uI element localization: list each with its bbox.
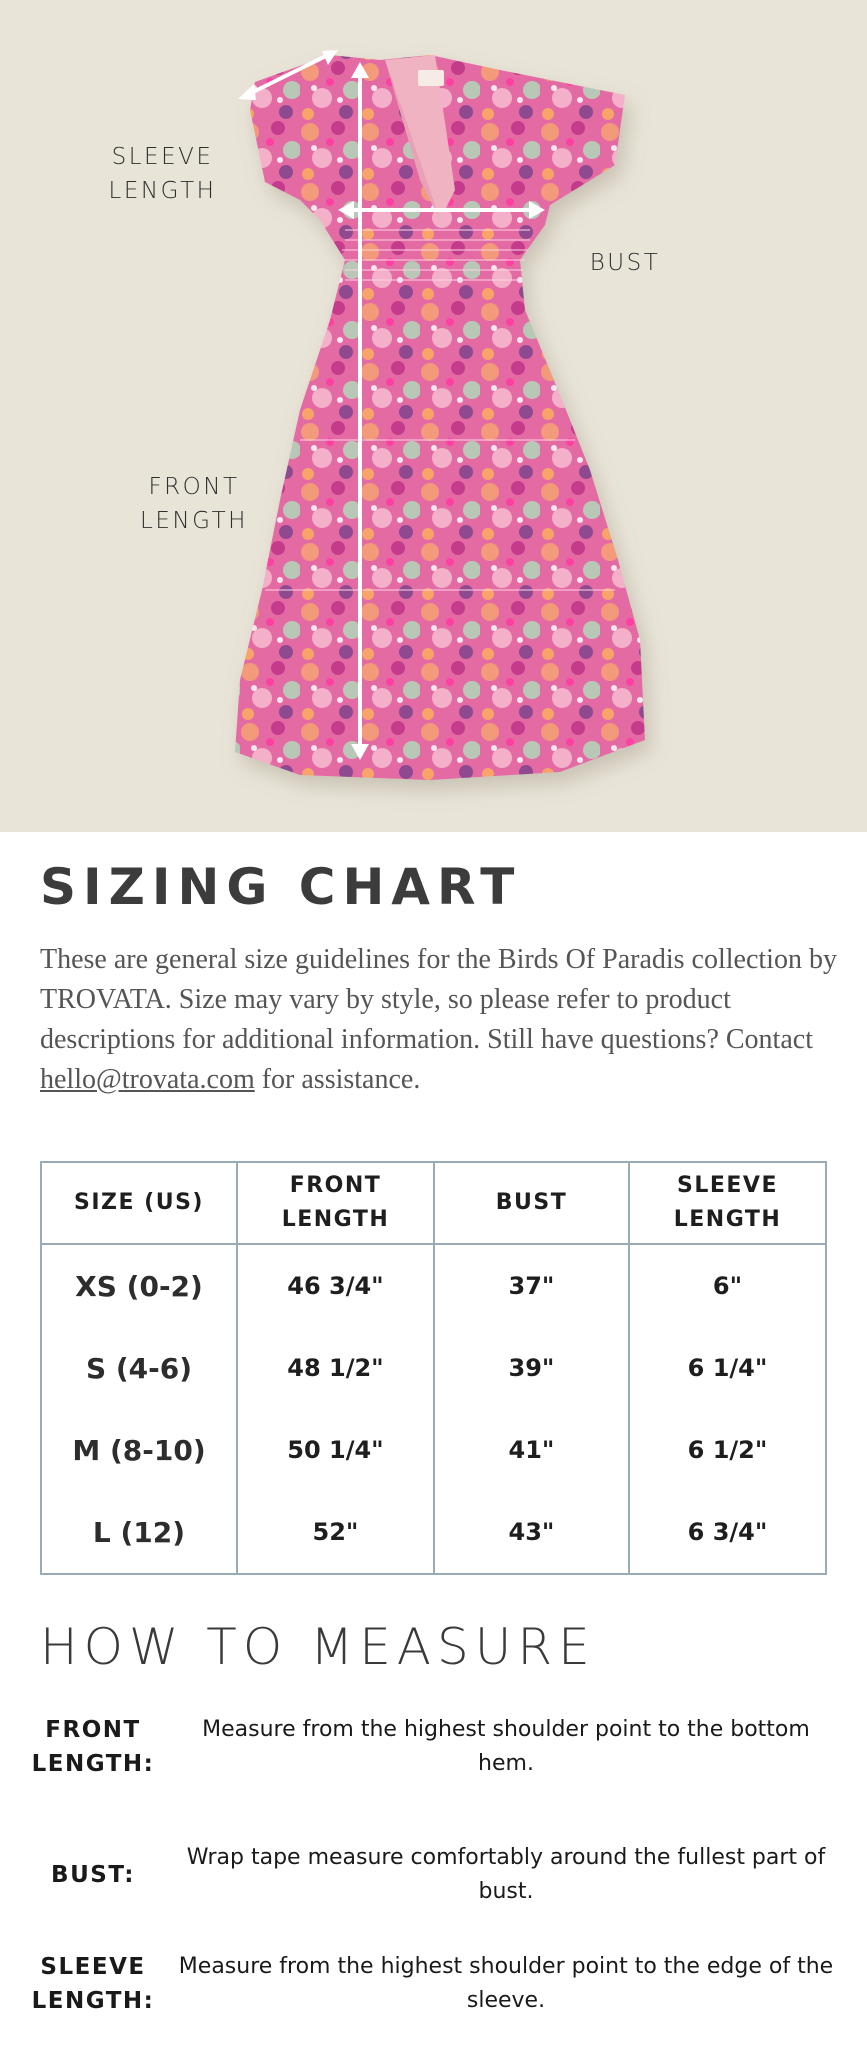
cell-front-length: 46 3/4": [237, 1244, 434, 1327]
cell-front-length: 48 1/2": [237, 1327, 434, 1409]
cell-bust: 37": [434, 1244, 629, 1327]
measure-item-front-length: [28, 1712, 838, 1782]
table-row: [41, 1491, 826, 1574]
cell-front-length: 50 1/4": [237, 1409, 434, 1491]
cell-bust: 41": [434, 1409, 629, 1491]
header-bust: BUST: [434, 1162, 629, 1244]
header-size: SIZE (US): [41, 1162, 237, 1244]
table-header-row: [41, 1162, 826, 1244]
intro-paragraph: [40, 940, 840, 1100]
dress-illustration: [0, 0, 867, 832]
page-title: SIZING CHART: [40, 858, 522, 916]
header-sleeve-length: SLEEVE LENGTH: [629, 1162, 826, 1244]
measure-item-sleeve-length: [28, 1949, 838, 2019]
cell-size: M (8-10): [41, 1409, 237, 1491]
cell-sleeve-length: 6 1/4": [629, 1327, 826, 1409]
measure-item-bust: [28, 1840, 838, 1910]
label-bust: BUST: [589, 250, 661, 276]
measure-label: FRONT LENGTH:: [31, 1717, 155, 1777]
measure-description: Measure from the highest shoulder point to the bottom hem.: [202, 1717, 810, 1776]
measure-label: SLEEVE LENGTH:: [31, 1954, 155, 2014]
label-front-length: FRONT LENGTH: [140, 474, 248, 534]
cell-bust: 43": [434, 1491, 629, 1574]
cell-bust: 39": [434, 1327, 629, 1409]
contact-email-link[interactable]: hello@trovata.com: [40, 1064, 255, 1095]
cell-size: XS (0-2): [41, 1244, 237, 1327]
cell-front-length: 52": [237, 1491, 434, 1574]
cell-sleeve-length: 6": [629, 1244, 826, 1327]
how-to-measure-title: HOW TO MEASURE: [40, 1618, 596, 1676]
measure-label: BUST:: [51, 1862, 135, 1888]
label-sleeve-length: SLEEVE LENGTH: [108, 144, 217, 204]
measure-description: Wrap tape measure comfortably around the fullest part of bust.: [186, 1845, 826, 1904]
cell-size: L (12): [41, 1491, 237, 1574]
product-image-hero: [0, 0, 867, 832]
cell-size: S (4-6): [41, 1327, 237, 1409]
table-row: [41, 1327, 826, 1409]
header-front-length: FRONT LENGTH: [237, 1162, 434, 1244]
table-row: [41, 1409, 826, 1491]
intro-text: These are general size guidelines for the Birds Of Paradis collection by TROVATA. Size may vary by style, so please refer to product descriptions for additional information. Still have questions? Contact: [40, 944, 837, 1055]
cell-sleeve-length: 6 1/2": [629, 1409, 826, 1491]
table-row: [41, 1244, 826, 1327]
cell-sleeve-length: 6 3/4": [629, 1491, 826, 1574]
intro-text-end: for assistance.: [254, 1064, 421, 1095]
measure-description: Measure from the highest shoulder point to the edge of the sleeve.: [178, 1954, 834, 2013]
sizing-table: [40, 1161, 827, 1575]
